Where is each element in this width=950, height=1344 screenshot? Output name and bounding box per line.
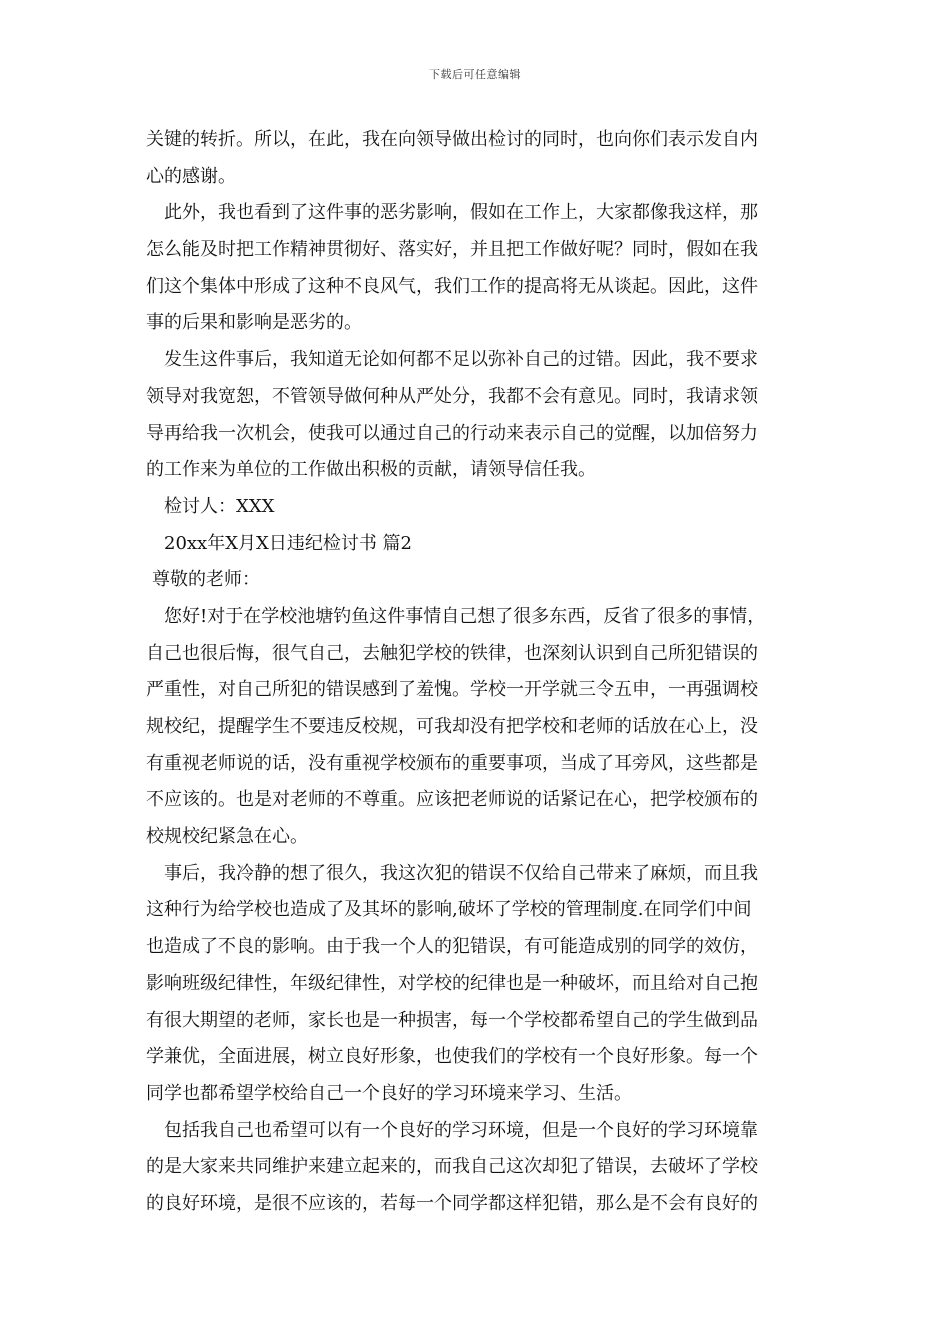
text-line: 严重性，对自己所犯的错误感到了羞愧。学校一开学就三令五申，一再强调校	[146, 679, 758, 701]
text-line: 学兼优，全面进展，树立良好形象，也使我们的学校有一个良好形象。每一个	[146, 1046, 758, 1068]
salutation: 尊敬的老师：	[152, 569, 260, 591]
text-line: 领导对我宽恕，不管领导做何种从严处分，我都不会有意见。同时，我请求领	[146, 385, 758, 407]
section-title: 20xx年X月X日违纪检讨书 篇2	[164, 532, 413, 554]
text-line: 事的后果和影响是恶劣的。	[146, 312, 362, 334]
text-line: 您好!对于在学校池塘钓鱼这件事情自己想了很多东西，反省了很多的事情，	[164, 605, 766, 627]
text-line: 们这个集体中形成了这种不良风气，我们工作的提高将无从谈起。因此，这件	[146, 275, 758, 297]
text-line: 的是大家来共同维护来建立起来的，而我自己这次却犯了错误，去破坏了学校	[146, 1156, 758, 1178]
text-line: 规校纪，提醒学生不要违反校规，可我却没有把学校和老师的话放在心上，没	[146, 716, 758, 737]
text-line: 此外，我也看到了这件事的恶劣影响，假如在工作上，大家都像我这样，那	[164, 202, 758, 224]
text-line: 关键的转折。所以，在此，我在向领导做出检讨的同时，也向你们表示发自内	[146, 129, 758, 150]
text-line: 导再给我一次机会，使我可以通过自己的行动来表示自己的觉醒，以加倍努力	[146, 422, 758, 444]
document-body	[146, 122, 814, 1223]
text-line: 不应该的。也是对老师的不尊重。应该把老师说的话紧记在心，把学校颁布的	[146, 789, 758, 811]
text-line: 的工作来为单位的工作做出积极的贡献，请领导信任我。	[146, 459, 596, 481]
text-line: 怎么能及时把工作精神贯彻好、落实好，并且把工作做好呢？同时，假如在我	[146, 239, 758, 261]
text-line: 包括我自己也希望可以有一个良好的学习环境，但是一个良好的学习环境靠	[164, 1119, 758, 1141]
signature-line: 检讨人：XXX	[164, 495, 275, 517]
text-line: 有重视老师说的话，没有重视学校颁布的重要事项，当成了耳旁风，这些都是	[146, 752, 758, 774]
text-line: 同学也都希望学校给自己一个良好的学习环境来学习、生活。	[146, 1082, 632, 1104]
text-line: 有很大期望的老师，家长也是一种损害，每一个学校都希望自己的学生做到品	[146, 1009, 758, 1031]
text-line: 事后，我冷静的想了很久，我这次犯的错误不仅给自己带来了麻烦，而且我	[164, 862, 758, 884]
text-line: 这种行为给学校也造成了及其坏的影响,破坏了学校的管理制度.在同学们中间	[146, 899, 752, 921]
text-line: 心的感谢。	[146, 165, 236, 187]
text-line: 自己也很后悔，很气自己，去触犯学校的铁律，也深刻认识到自己所犯错误的	[146, 642, 758, 664]
text-line: 影响班级纪律性，年级纪律性，对学校的纪律也是一种破坏，而且给对自己抱	[146, 972, 758, 994]
text-line: 发生这件事后，我知道无论如何都不足以弥补自己的过错。因此，我不要求	[164, 349, 758, 371]
text-line: 校规校纪紧急在心。	[146, 826, 308, 848]
text-line: 也造成了不良的影响。由于我一个人的犯错误，有可能造成别的同学的效仿，	[146, 936, 758, 958]
page-header: 下载后可任意编辑	[429, 68, 521, 81]
text-line: 的良好环境，是很不应该的，若每一个同学都这样犯错，那么是不会有良好的	[146, 1192, 758, 1214]
